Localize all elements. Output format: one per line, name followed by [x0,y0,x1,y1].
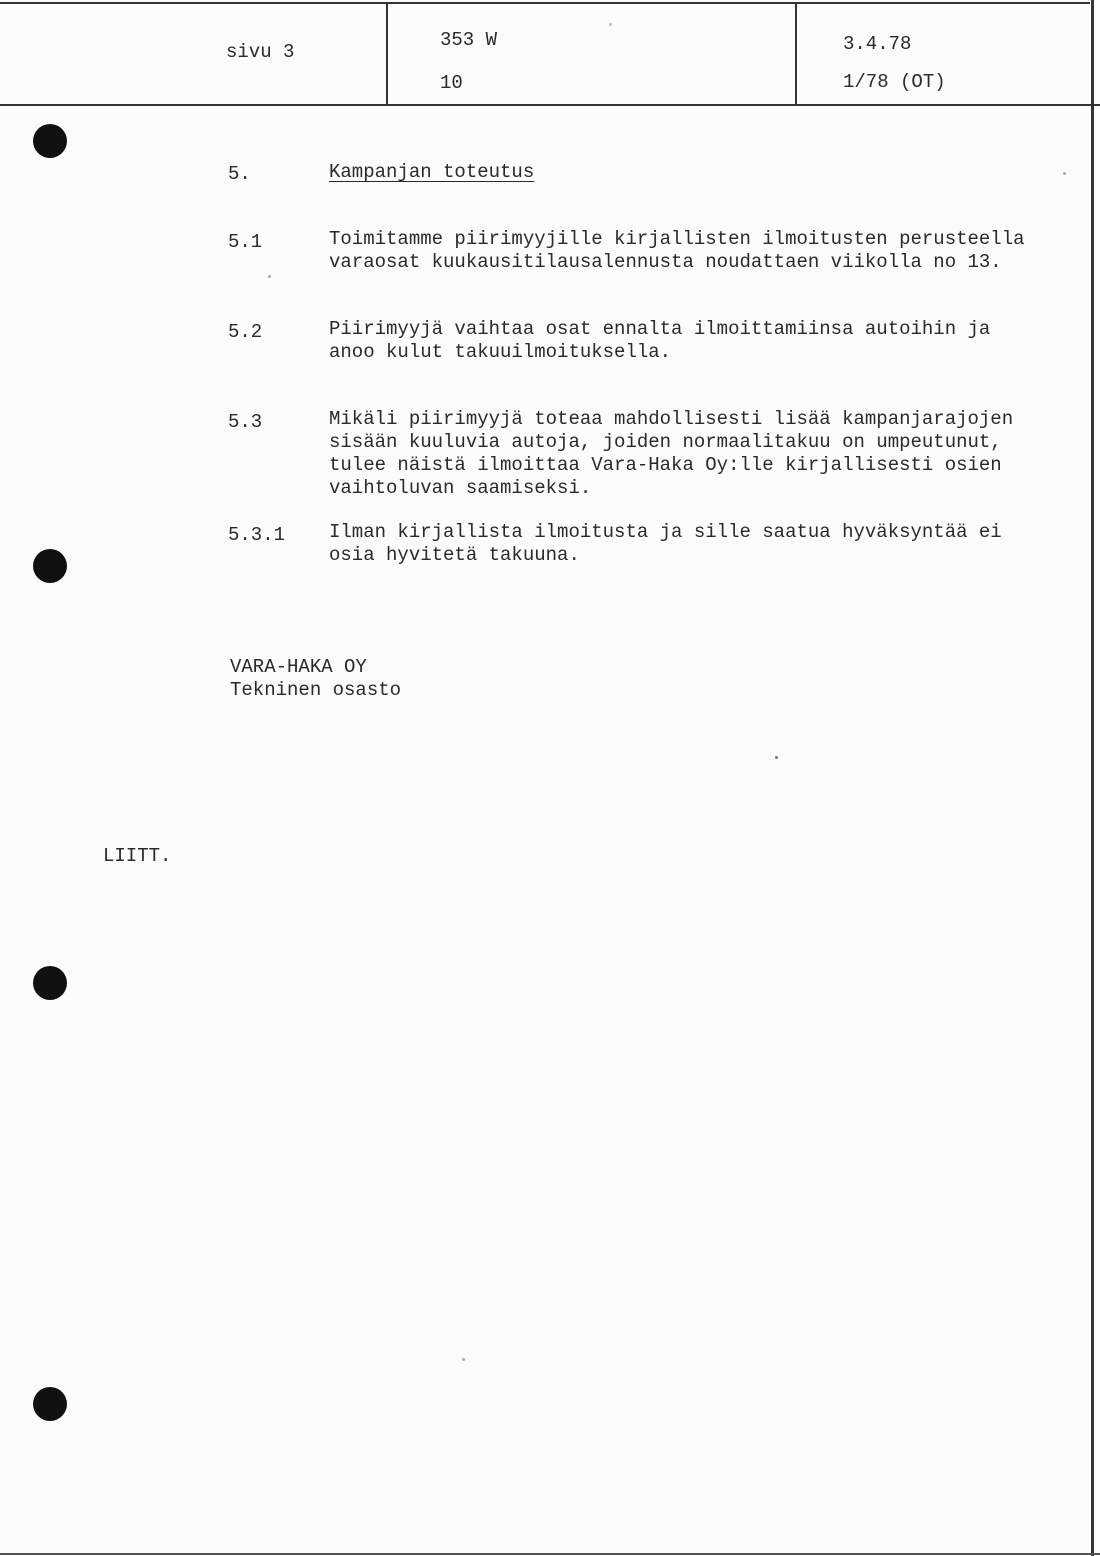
item-number: 5.2 [228,321,263,343]
punch-hole [33,1387,67,1421]
punch-hole [33,124,67,158]
item-text [329,228,1029,274]
item-line: Piirimyyjä vaihtaa osat ennalta ilmoittamiinsa autoihin ja [329,318,991,340]
item-text [329,521,1029,567]
item-line: osia hyvitetä takuuna. [329,544,580,566]
header-code: 353 W [440,29,498,51]
item-line: Ilman kirjallista ilmoitusta ja sille saatua hyväksyntää ei [329,521,1002,543]
header-divider-1 [386,2,388,104]
item-line: vaihtoluvan saamiseksi. [329,477,592,499]
item-line: tulee näistä ilmoittaa Vara-Haka Oy:lle kirjallisesti osien [329,454,1002,476]
scan-speck [268,275,271,278]
item-text [329,318,1029,364]
scan-speck [462,1358,465,1361]
header-date: 3.4.78 [843,33,912,55]
signature-block [230,656,401,702]
header-divider-2 [795,2,797,104]
item-line: varaosat kuukausitilausalennusta noudattaen viikolla no 13. [329,251,1002,273]
item-line: anoo kulut takuuilmoituksella. [329,341,672,363]
header-top-rule [0,2,1090,4]
signature-company: VARA-HAKA OY [230,656,367,678]
attachments-label: LIITT. [103,845,172,867]
item-text [329,408,1029,500]
item-line: sisään kuuluvia autoja, joiden normaalitakuu on umpeutunut, [329,431,1002,453]
section-number: 5. [228,163,251,185]
scan-speck [609,23,612,26]
signature-department: Tekninen osasto [230,679,402,701]
punch-hole [33,966,67,1000]
item-number: 5.3.1 [228,524,286,546]
item-line: Mikäli piirimyyjä toteaa mahdollisesti lisää kampanjarajojen [329,408,1014,430]
punch-hole [33,549,67,583]
scan-speck [1063,172,1066,175]
header-bottom-rule [0,104,1100,106]
scan-speck [775,756,778,759]
item-number: 5.1 [228,231,263,253]
page-bottom-edge [0,1553,1100,1555]
item-number: 5.3 [228,411,263,433]
header-number: 10 [440,72,463,94]
header-page-number: sivu 3 [226,41,295,63]
header-reference: 1/78 (OT) [843,71,946,93]
item-line: Toimitamme piirimyyjille kirjallisten ilmoitusten perusteella [329,228,1025,250]
section-title: Kampanjan toteutus [329,161,535,183]
page-right-edge [1091,0,1094,1556]
